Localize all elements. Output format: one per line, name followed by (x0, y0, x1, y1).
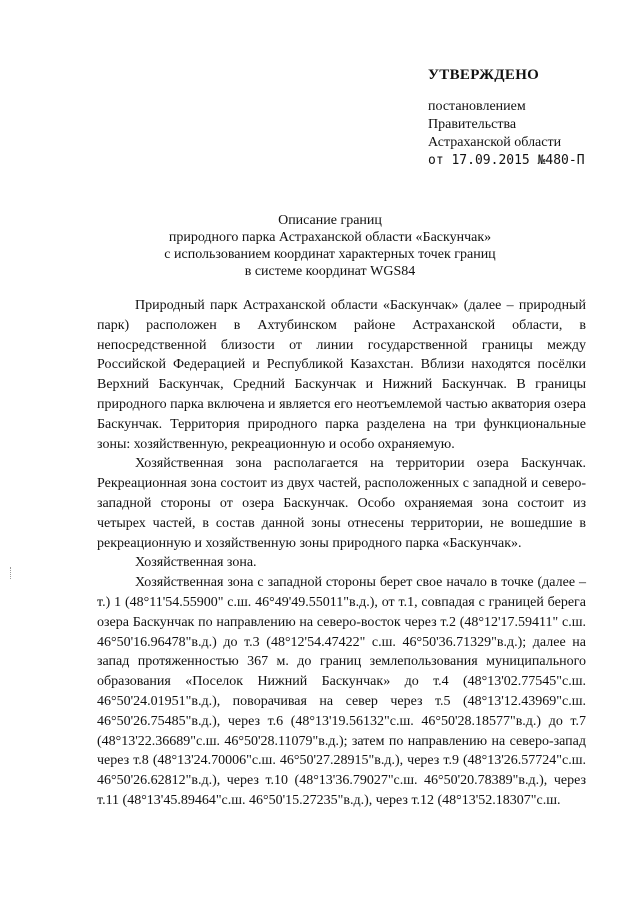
approval-date: от 17.09.2015 №480-П (428, 153, 585, 168)
approval-line: Астраханской области (428, 135, 562, 150)
paragraph: Хозяйственная зона располагается на территории озера Баскунчак. Рекреационная зона состоит из двух частей, расположенных с западной и северо-западной стороны от озера Баскунчак. Особо охраняемая зона состоит из четырех частей, в состав данной зоны отнесены территории, не вошедшие в рекреационную и хозяйственную зоны природного парка «Баскунчак». (97, 456, 586, 551)
approval-line: Правительства (428, 117, 517, 132)
title-line: Описание границ (278, 213, 382, 228)
approval-line: постановлением (428, 99, 526, 114)
approval-block (428, 66, 585, 170)
document-title (100, 212, 560, 280)
margin-mark (10, 567, 13, 579)
paragraph: Природный парк Астраханской области «Баскунчак» (далее – природный парк) расположен в Ахтубинском районе Астраханской области, в непосредственной близости от линии государственной границы между Российской Федерацией и Республикой Казахстан. Вблизи находятся посёлки Верхний Баскунчак, Средний Баскунчак и Нижний Баскунчак. В границы природного парка включена и является его неотъемлемой частью акватория озера Баскунчак. Территория природного парка разделена на три функциональные зоны: хозяйственную, рекреационную и особо охраняемую. (97, 298, 586, 452)
document-body (97, 296, 586, 811)
title-line: с использованием координат характерных точек границ (164, 247, 496, 262)
approval-heading: УТВЕРЖДЕНО (428, 67, 540, 83)
section-heading: Хозяйственная зона. (135, 555, 257, 571)
paragraph: Хозяйственная зона с западной стороны берет свое начало в точке (далее – т.) 1 (48°11'54.55900" с.ш. 46°49'49.55011"в.д.), от т.1, совпадая с границей берега озера Баскунчак по направлению на северо-восток через т.2 (48°12'17.59411" с.ш. 46°50'16.96478"в.д.) до т.3 (48°12'54.47422" с.ш. 46°50'36.71329"в.д.); далее на запад протяженностью 367 м. до границ землепользования муниципального образования «Поселок Нижний Баскунчак» до т.4 (48°13'02.77545"с.ш. 46°50'24.01951"в.д.), поворачивая на север через т.5 (48°13'12.43969"с.ш. 46°50'26.75485"в.д.), через т.6 (48°13'19.56132"с.ш. 46°50'28.18577"в.д.) до т.7 (48°13'22.36689"с.ш. 46°50'28.11079"в.д.); затем по направлению на северо-запад через т.8 (48°13'24.70006"с.ш. 46°50'27.28915"в.д.), через т.9 (48°13'26.57724"с.ш. 46°50'26.62812"в.д.), через т.10 (48°13'36.79027"с.ш. 46°50'20.78389"в.д.), через т.11 (48°13'45.89464"с.ш. 46°50'15.27235"в.д.), через т.12 (48°13'52.18307"с.ш. (97, 575, 586, 808)
title-line: природного парка Астраханской области «Баскунчак» (168, 230, 492, 245)
title-line: в системе координат WGS84 (244, 264, 416, 279)
